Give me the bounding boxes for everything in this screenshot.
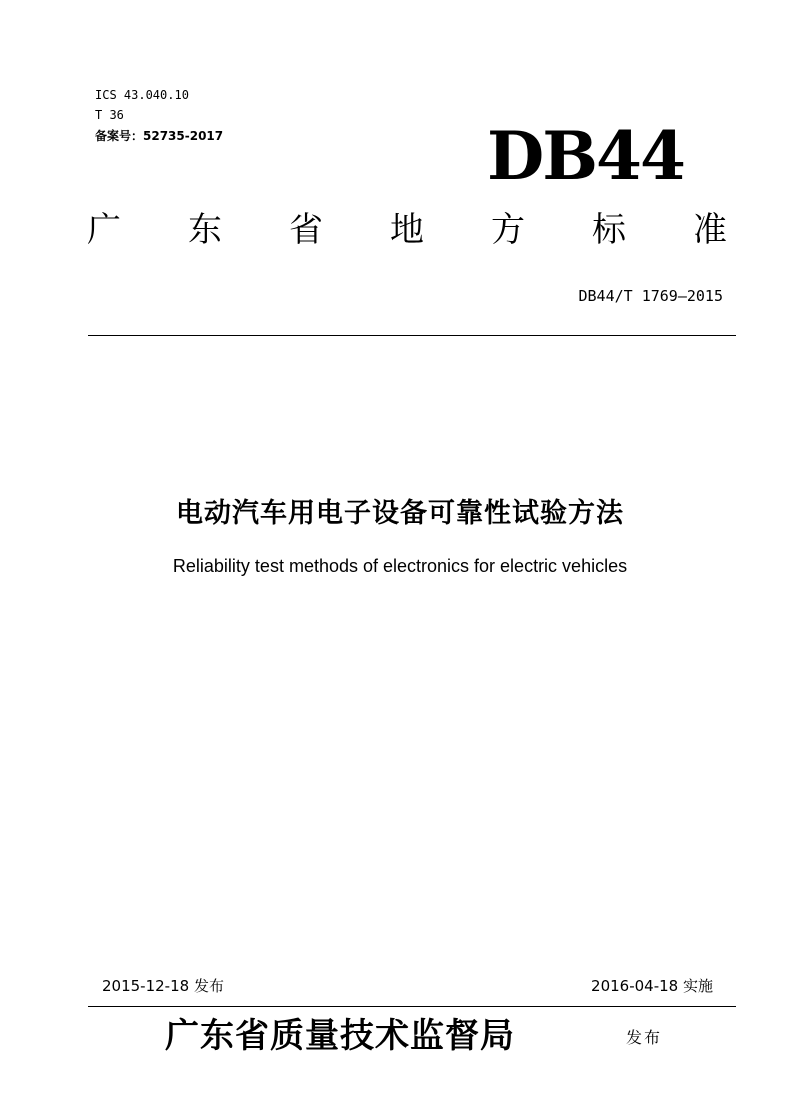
bottom-divider [88,1006,736,1007]
standard-kind-char: 省 [289,210,323,250]
standard-kind-char: 标 [592,210,626,250]
ccs-code: T 36 [95,108,124,122]
implementation-date: 2016-04-18 实施 [591,977,713,995]
document-title-english: Reliability test methods of electronics for electric vehicles [172,556,628,576]
standard-kind-char: 广 [87,210,121,250]
record-number: 备案号：52735-2017 [95,129,224,143]
standard-kind-char: 东 [188,210,222,250]
ics-code: ICS 43.040.10 [95,88,189,102]
document-title-chinese: 电动汽车用电子设备可靠性试验方法 [176,498,624,529]
issue-date: 2015-12-18 发布 [102,977,224,995]
issuing-authority: 广东省质量技术监督局 [165,1016,515,1056]
issuing-label: 发布 [626,1028,663,1047]
standard-kind-char: 地 [390,210,424,250]
top-divider [88,335,736,336]
standard-kind-char: 方 [491,210,525,250]
standard-number: DB44/T 1769—2015 [578,287,723,305]
standard-kind-char: 准 [693,210,727,250]
standard-kind-heading [82,208,732,252]
standard-logo: DB44 [487,117,684,195]
